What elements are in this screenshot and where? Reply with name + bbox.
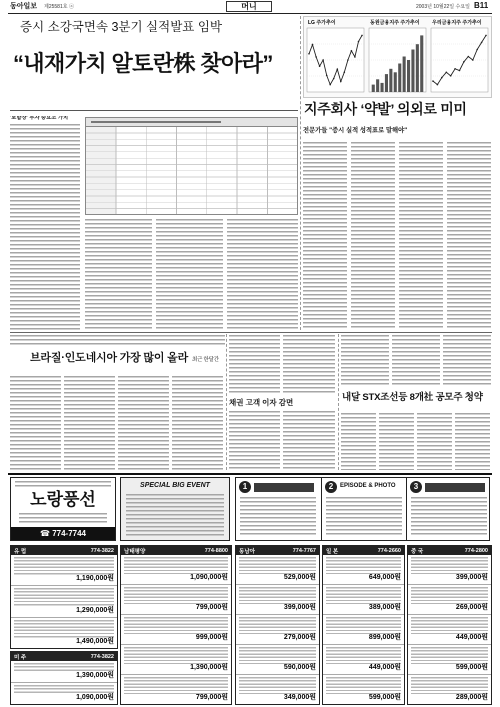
deal-price: 899,000원	[368, 634, 401, 641]
deal-price: 349,000원	[283, 694, 316, 701]
chart-point	[337, 68, 339, 70]
body-text-column	[392, 335, 440, 387]
deal-list	[121, 555, 231, 704]
travel-deal[interactable]	[11, 585, 117, 616]
deal-price: 399,000원	[283, 604, 316, 611]
deal-description	[239, 677, 316, 694]
travel-deal[interactable]	[11, 555, 117, 585]
table-title-bar	[86, 118, 297, 127]
chart-label: 우리금융지주 주가추이	[432, 20, 482, 26]
deal-price: 799,000원	[195, 604, 228, 611]
ad-copy	[240, 497, 316, 537]
deal-description	[14, 620, 114, 638]
travel-region-column	[10, 545, 118, 649]
lead-rule	[10, 110, 298, 111]
deal-price: 1,190,000원	[76, 575, 114, 583]
ad-header-bar	[425, 483, 485, 492]
region-header	[121, 546, 231, 555]
chart-point	[312, 44, 314, 46]
travel-deal[interactable]	[323, 674, 404, 704]
travel-deal[interactable]	[11, 617, 117, 648]
chart-point	[459, 70, 461, 72]
travel-deal[interactable]	[236, 555, 319, 584]
chart-point	[354, 56, 356, 58]
deal-price: 999,000원	[195, 634, 228, 641]
ad-copy	[326, 497, 402, 537]
travel-region-column	[120, 545, 232, 705]
chart-point	[476, 49, 478, 51]
deal-description	[411, 587, 488, 604]
chart-bar	[372, 85, 375, 92]
travel-deal[interactable]	[323, 555, 404, 584]
travel-region-column	[235, 545, 320, 705]
deal-price: 279,000원	[283, 634, 316, 641]
deal-price: 269,000원	[455, 604, 488, 611]
chart-bar	[394, 72, 397, 92]
chart-point	[441, 77, 443, 79]
travel-deal[interactable]	[408, 584, 491, 614]
chart-bar	[403, 57, 406, 93]
special-event-ad[interactable]	[120, 477, 230, 541]
deal-description	[326, 647, 401, 664]
column-divider	[300, 16, 301, 330]
deal-price: 449,000원	[368, 664, 401, 671]
chart-point	[481, 42, 483, 44]
section-rule	[10, 332, 492, 333]
chart-label: 동원금융지주 주가추이	[370, 20, 420, 26]
deal-price: 1,090,000원	[190, 574, 228, 581]
chart-bar	[389, 69, 392, 92]
lead-kicker: 증시 소강국면속 3분기 실적발표 임박	[20, 20, 222, 34]
deal-price: 289,000원	[455, 694, 488, 701]
numbered-ad[interactable]	[321, 478, 406, 540]
chart-bar	[411, 50, 414, 93]
ad-logo: EPISODE & PHOTO	[340, 483, 396, 489]
travel-deal[interactable]	[408, 555, 491, 584]
numbered-ad[interactable]	[406, 478, 491, 540]
region-phone: 774-3822	[90, 547, 114, 554]
deal-description	[326, 677, 401, 694]
chart-point	[454, 68, 456, 70]
region-header	[236, 546, 319, 555]
chart-point	[468, 56, 470, 58]
region-name: 동남아	[239, 548, 255, 555]
deal-price: 649,000원	[368, 574, 401, 581]
chart-point	[437, 84, 439, 86]
deal-description	[124, 677, 228, 694]
chart-point	[315, 56, 317, 58]
deal-description	[14, 685, 114, 694]
body-text-column	[341, 335, 389, 387]
region-name: 미 주	[14, 654, 27, 661]
fund-tag: 최근 한달간	[192, 357, 219, 363]
travel-agency-ad[interactable]	[10, 477, 116, 541]
chart-bar	[376, 79, 379, 92]
deal-description	[124, 617, 228, 634]
ad-title: SPECIAL BIG EVENT	[140, 482, 210, 489]
travel-region-column	[407, 545, 492, 705]
travel-deal[interactable]	[11, 682, 117, 704]
deal-description	[326, 557, 401, 574]
region-phone: 774-8800	[204, 547, 228, 554]
deal-description	[239, 587, 316, 604]
body-text-column	[399, 142, 443, 330]
travel-deal[interactable]	[323, 614, 404, 644]
body-text-column	[10, 124, 80, 330]
region-phone: 774-2660	[377, 547, 401, 554]
travel-deal[interactable]	[236, 674, 319, 704]
masthead-rule	[8, 13, 492, 14]
region-header	[11, 546, 117, 555]
chart-point	[308, 53, 310, 55]
deal-price: 1,490,000원	[76, 637, 114, 645]
deal-price: 1,090,000원	[76, 694, 114, 701]
travel-deal[interactable]	[323, 644, 404, 674]
chart-point	[358, 41, 360, 43]
deal-price: 599,000원	[455, 664, 488, 671]
deal-description	[411, 557, 488, 574]
deal-description	[411, 647, 488, 664]
chart-point	[329, 84, 331, 86]
deal-list	[236, 555, 319, 704]
region-name: 일 본	[326, 548, 339, 555]
chart-bar	[420, 35, 423, 92]
body-text-column	[118, 376, 169, 470]
holding-headline: 지주회사 ‘약발’ 의외로 미미	[304, 101, 467, 117]
deal-price: 389,000원	[368, 604, 401, 611]
travel-deal[interactable]	[408, 674, 491, 704]
ad-header-bar	[254, 483, 314, 492]
deal-description	[326, 587, 401, 604]
earnings-table	[85, 117, 298, 215]
travel-deal[interactable]	[236, 584, 319, 614]
deal-description	[326, 617, 401, 634]
deal-description	[411, 677, 488, 694]
chart-point	[351, 50, 353, 52]
travel-deal[interactable]	[121, 584, 231, 614]
chart-point	[432, 80, 434, 82]
chart-point	[333, 78, 335, 80]
holding-subhead: 전문가들 "증시 실적 성적표로 말해야"	[303, 127, 408, 134]
body-text-column	[172, 376, 223, 470]
body-text-column	[341, 413, 376, 470]
column-divider	[338, 334, 339, 470]
travel-deal[interactable]	[236, 644, 319, 674]
deal-price: 1,390,000원	[190, 664, 228, 671]
travel-deal[interactable]	[408, 614, 491, 644]
card-headline: 채권 고객 이자 감면	[229, 398, 294, 407]
numbered-ads	[235, 477, 490, 541]
deal-list	[11, 555, 117, 648]
deal-description	[239, 647, 316, 664]
deal-list	[11, 661, 117, 704]
travel-deal[interactable]	[323, 584, 404, 614]
body-text-column	[283, 411, 335, 470]
body-text-column	[85, 219, 152, 330]
ad-copy	[411, 497, 487, 537]
paper-name: 동아일보	[10, 2, 38, 10]
ad-number: 1	[239, 481, 251, 493]
chart-point	[347, 59, 349, 61]
body-text-column	[303, 142, 347, 330]
travel-deal[interactable]	[11, 661, 117, 682]
chart-bar	[385, 74, 388, 92]
travel-deal[interactable]	[236, 614, 319, 644]
deal-price: 399,000원	[455, 574, 488, 581]
chart-point	[472, 59, 474, 61]
chart-point	[326, 75, 328, 77]
chart-label: LG 주가추이	[308, 20, 336, 26]
chart-bar	[398, 64, 401, 93]
body-text-column	[447, 142, 491, 330]
body-text-column	[64, 376, 115, 470]
chart-point	[450, 75, 452, 77]
travel-deal[interactable]	[121, 555, 231, 584]
page-number: B11	[474, 1, 489, 10]
chart-point	[485, 35, 487, 37]
region-name: 중 국	[411, 548, 424, 555]
body-text-column	[229, 335, 280, 395]
body-text-strip	[10, 335, 225, 347]
table-grid	[86, 127, 297, 214]
numbered-ad[interactable]	[236, 478, 321, 540]
ad-section-rule	[8, 473, 492, 475]
fund-headline-text: 브라질·인도네시아 가장 많이 올라	[30, 352, 188, 364]
deal-description	[239, 617, 316, 634]
table-title-text	[91, 121, 221, 123]
chart-point	[361, 35, 363, 37]
chart-point	[463, 61, 465, 63]
ad-brand: 노랑풍선	[30, 490, 96, 509]
travel-deal[interactable]	[121, 674, 231, 704]
stock-price-charts	[303, 16, 492, 98]
region-phone: 774-3822	[90, 653, 114, 660]
lead-subhead: '보합장' 투자 중요소 가치	[10, 116, 69, 121]
body-text-column	[379, 413, 414, 470]
deal-price: 449,000원	[455, 634, 488, 641]
lead-headline: “내재가치 알토란株 찾아라”	[13, 51, 273, 76]
deal-price: 799,000원	[195, 694, 228, 701]
region-phone: 774-7767	[292, 547, 316, 554]
body-text-column	[417, 413, 452, 470]
deal-description	[14, 557, 114, 575]
deal-description	[124, 647, 228, 664]
deal-description	[124, 557, 228, 574]
chart-bar	[381, 83, 384, 92]
travel-deal[interactable]	[121, 644, 231, 674]
deal-price: 599,000원	[368, 694, 401, 701]
chart-point	[344, 72, 346, 74]
deal-description	[239, 557, 316, 574]
body-text-column	[10, 376, 61, 470]
ad-number: 2	[325, 481, 337, 493]
issue-date: 2003년 10월22일 수요일	[415, 3, 470, 10]
body-text-column	[227, 219, 298, 330]
ad-copy	[19, 513, 107, 525]
fund-headline	[30, 353, 219, 364]
chart-bar	[407, 60, 410, 92]
body-text-column	[229, 411, 280, 470]
deal-description	[14, 588, 114, 606]
region-name: 남태평양	[124, 548, 146, 555]
travel-deal[interactable]	[121, 614, 231, 644]
region-header	[323, 546, 404, 555]
ad-copy	[126, 494, 224, 536]
chart-point	[319, 65, 321, 67]
body-text-column	[455, 413, 490, 470]
deal-price: 1,290,000원	[76, 606, 114, 614]
ad-copy	[15, 481, 111, 488]
chart-point	[322, 59, 324, 61]
body-text-column	[351, 142, 395, 330]
deal-list	[408, 555, 491, 704]
deal-price: 1,390,000원	[76, 672, 114, 679]
issue-number: 제25581호 ⓐ	[44, 3, 74, 10]
deal-description	[411, 617, 488, 634]
ipo-headline: 내달 STX조선등 8개社 공모주 청약	[342, 392, 483, 403]
travel-deal[interactable]	[408, 644, 491, 674]
chart-bar	[416, 44, 419, 92]
region-header	[408, 546, 491, 555]
chart-point	[446, 72, 448, 74]
deal-list	[323, 555, 404, 704]
region-header	[11, 652, 117, 661]
body-text-column	[156, 219, 223, 330]
deal-price: 590,000원	[283, 664, 316, 671]
chart-point	[340, 81, 342, 83]
deal-description	[14, 663, 114, 672]
ad-phone: ☎ 774-7744	[11, 527, 115, 540]
deal-price: 529,000원	[283, 574, 316, 581]
body-text-column	[283, 335, 335, 395]
section-title: 머니	[226, 1, 272, 12]
ad-number: 3	[410, 481, 422, 493]
body-text-column	[443, 335, 491, 387]
column-divider	[226, 334, 227, 470]
region-name: 유 럽	[14, 548, 27, 555]
deal-description	[124, 587, 228, 604]
region-phone: 774-2800	[464, 547, 488, 554]
travel-region-column	[10, 651, 118, 705]
travel-region-column	[322, 545, 405, 705]
